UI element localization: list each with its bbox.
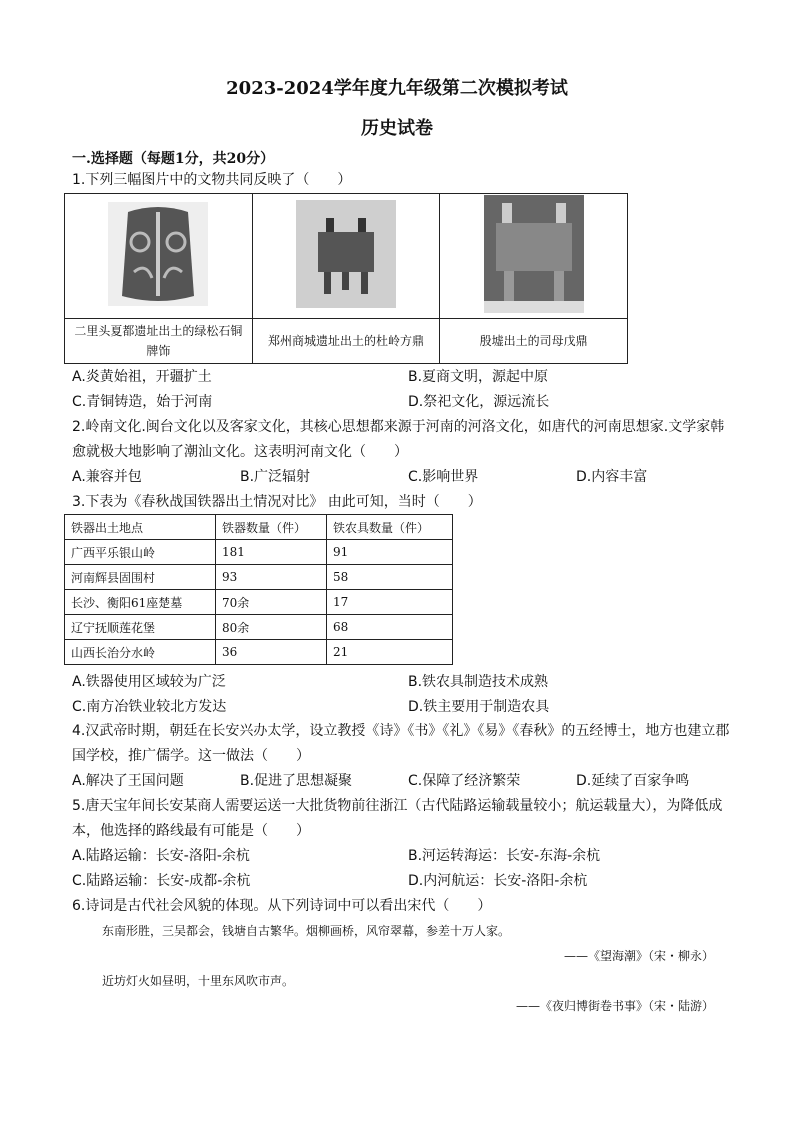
option-a[interactable]: A.炎黄始祖，开疆扩土 bbox=[72, 369, 212, 385]
option-c[interactable]: C.保障了经济繁荣 bbox=[408, 773, 521, 789]
option-c[interactable]: C.影响世界 bbox=[408, 469, 479, 485]
option-a[interactable]: A.铁器使用区域较为广泛 bbox=[72, 674, 226, 690]
iron-artifacts-table bbox=[64, 514, 453, 665]
table-cell: 河南辉县固围村 bbox=[65, 565, 216, 590]
question-2-stem-cont: 愈就极大地影响了潮汕文化。这表明河南文化（ ） bbox=[72, 444, 408, 460]
poem-excerpt: 东南形胜，三吴都会，钱塘自古繁华。烟柳画桥，风帘翠幕，参差十万人家。 bbox=[102, 924, 511, 938]
option-d[interactable]: D.内河航运：长安-洛阳-余杭 bbox=[408, 873, 588, 889]
table-cell: 广西平乐银山岭 bbox=[65, 540, 216, 565]
option-d[interactable]: D.铁主要用于制造农具 bbox=[408, 699, 550, 715]
question-5-stem-cont: 本，他选择的路线最有可能是（ ） bbox=[72, 823, 310, 839]
option-c[interactable]: C.陆路运输：长安-成都-余杭 bbox=[72, 873, 251, 889]
option-a[interactable]: A.解决了王国问题 bbox=[72, 773, 184, 789]
figure-simuwu-ding bbox=[440, 194, 628, 319]
table-cell: 36 bbox=[216, 640, 327, 665]
table-cell: 70余 bbox=[216, 590, 327, 615]
table-cell: 17 bbox=[327, 590, 453, 615]
figure-caption: 郑州商城遗址出土的杜岭方鼎 bbox=[252, 319, 440, 364]
exam-subtitle: 历史试卷 bbox=[361, 118, 433, 139]
option-d[interactable]: D.延续了百家争鸣 bbox=[576, 773, 690, 789]
question-1-stem: 1.下列三幅图片中的文物共同反映了（ ） bbox=[72, 172, 352, 188]
table-cell: 68 bbox=[327, 615, 453, 640]
figure-duling-ding bbox=[252, 194, 440, 319]
column-header: 铁器出土地点 bbox=[65, 515, 216, 540]
poem-excerpt: 近坊灯火如昼明，十里东风吹市声。 bbox=[102, 974, 295, 988]
option-d[interactable]: D.内容丰富 bbox=[576, 469, 648, 485]
question-2-stem: 2.岭南文化.闽台文化以及客家文化，其核心思想都来源于河南的河洛文化，如唐代的河南思想家.文学家韩 bbox=[72, 419, 725, 435]
question-4-stem-cont: 国学校，推广儒学。这一做法（ ） bbox=[72, 748, 310, 764]
figure-caption: 殷墟出土的司母戊鼎 bbox=[440, 319, 628, 364]
section-heading: 一.选择题（每题1分，共20分） bbox=[72, 151, 275, 167]
option-b[interactable]: B.河运转海运：长安-东海-余杭 bbox=[408, 848, 601, 864]
turquoise-plaque-image bbox=[108, 202, 208, 306]
exam-title: 2023-2024学年度九年级第二次模拟考试 bbox=[226, 78, 568, 99]
simuwu-ding-image bbox=[484, 195, 584, 313]
table-cell: 长沙、衡阳61座楚墓 bbox=[65, 590, 216, 615]
option-c[interactable]: C.青铜铸造，始于河南 bbox=[72, 394, 213, 410]
table-row bbox=[65, 590, 453, 615]
option-b[interactable]: B.夏商文明，源起中原 bbox=[408, 369, 549, 385]
poem-source: ——《望海潮》（宋・柳永） bbox=[563, 949, 714, 963]
option-b[interactable]: B.铁农具制造技术成熟 bbox=[408, 674, 549, 690]
poem-source: ——《夜归博街卷书事》（宋・陆游） bbox=[515, 999, 714, 1013]
table-cell: 93 bbox=[216, 565, 327, 590]
column-header: 铁器数量（件） bbox=[216, 515, 327, 540]
question-5-stem: 5.唐天宝年间长安某商人需要运送一大批货物前往浙江（古代陆路运输载量较小；航运载量大），为降低成 bbox=[72, 798, 723, 814]
table-row bbox=[65, 540, 453, 565]
table-row bbox=[65, 640, 453, 665]
option-a[interactable]: A.兼容并包 bbox=[72, 469, 142, 485]
figure-table bbox=[64, 193, 628, 364]
table-cell: 辽宁抚顺莲花堡 bbox=[65, 615, 216, 640]
option-c[interactable]: C.南方冶铁业较北方发达 bbox=[72, 699, 227, 715]
table-row bbox=[65, 615, 453, 640]
table-cell: 山西长治分水岭 bbox=[65, 640, 216, 665]
table-cell: 91 bbox=[327, 540, 453, 565]
figure-turquoise-plaque bbox=[65, 194, 253, 319]
option-b[interactable]: B.广泛辐射 bbox=[240, 469, 311, 485]
table-cell: 21 bbox=[327, 640, 453, 665]
question-3-stem: 3.下表为《春秋战国铁器出土情况对比》 由此可知，当时（ ） bbox=[72, 494, 482, 510]
option-a[interactable]: A.陆路运输：长安-洛阳-余杭 bbox=[72, 848, 250, 864]
table-cell: 181 bbox=[216, 540, 327, 565]
table-header-row bbox=[65, 515, 453, 540]
question-6-stem: 6.诗词是古代社会风貌的体现。从下列诗词中可以看出宋代（ ） bbox=[72, 898, 492, 914]
option-b[interactable]: B.促进了思想凝聚 bbox=[240, 773, 353, 789]
duling-ding-image bbox=[296, 200, 396, 308]
table-cell: 58 bbox=[327, 565, 453, 590]
column-header: 铁农具数量（件） bbox=[327, 515, 453, 540]
option-d[interactable]: D.祭祀文化，源远流长 bbox=[408, 394, 550, 410]
table-cell: 80余 bbox=[216, 615, 327, 640]
question-4-stem: 4.汉武帝时期，朝廷在长安兴办太学，设立教授《诗》《书》《礼》《易》《春秋》的五经博士，地方也建立郡 bbox=[72, 723, 730, 739]
figure-caption: 二里头夏都遗址出土的绿松石铜牌饰 bbox=[65, 319, 253, 364]
table-row bbox=[65, 565, 453, 590]
